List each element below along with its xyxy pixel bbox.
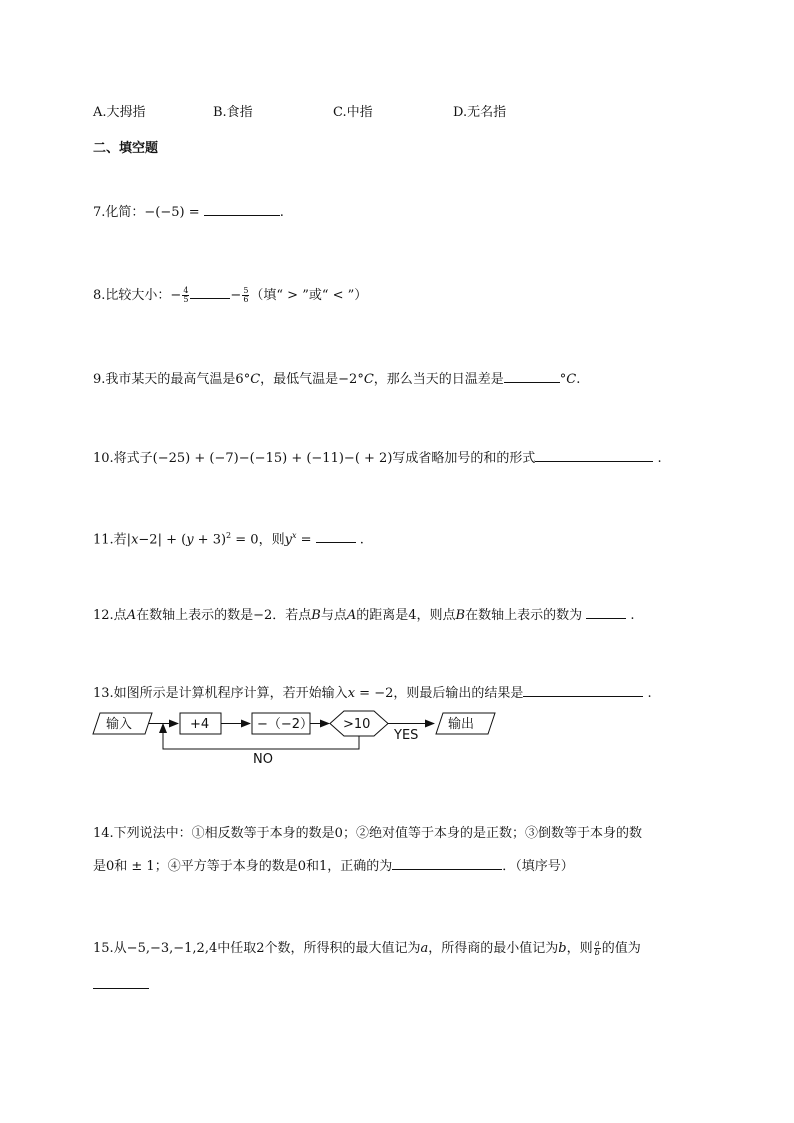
q11-mid3: = 0，则	[231, 532, 285, 548]
q9-unit-1: C	[250, 372, 261, 387]
output-label: 输出	[448, 717, 475, 732]
section-title: 二、填空题	[93, 141, 159, 156]
q9-high: 6	[235, 372, 244, 387]
q9-mid2: ，那么当天的日温差是	[373, 372, 504, 387]
q9-deg-2: °	[357, 372, 364, 387]
q9-prefix: 9.我市某天的最高气温是	[93, 372, 236, 387]
q13-end: .	[647, 686, 652, 701]
q15-fraction	[594, 940, 601, 957]
q11-x: x	[131, 532, 139, 548]
q7-prefix: 7.化简：	[93, 205, 145, 220]
q9-unit-3: C	[566, 372, 577, 387]
q8-frac2-num: 5	[243, 286, 249, 295]
q9-deg-3: °	[559, 372, 567, 387]
q9-mid: ，最低气温是	[260, 372, 339, 387]
q12-point-a: A	[126, 608, 137, 623]
q8-prefix: 8.比较大小：	[93, 288, 171, 303]
q10-end: .	[657, 451, 662, 466]
q7-expr: −(−5) =	[144, 205, 200, 220]
q14-line2-text: 是0和 ± 1；④平方等于本身的数是0和1，正确的为	[93, 859, 393, 874]
option-a: A.大拇指	[93, 105, 146, 120]
q15-frac-num: a	[594, 939, 600, 948]
q11-exponent: 2	[226, 531, 232, 540]
q9-deg-1: °	[243, 372, 251, 387]
add-label: +4	[190, 717, 210, 732]
question-14-line-1: 14.下列说法中：①相反数等于本身的数是0；②绝对值等于本身的是正数；③倒数等于本身的数	[93, 826, 642, 841]
q15-a: a	[420, 941, 429, 956]
q11-mid1: −2| + (	[138, 532, 187, 548]
q11-mid4: =	[296, 532, 316, 548]
question-15	[93, 940, 641, 958]
q11-y: y	[186, 532, 194, 548]
q15-b: b	[558, 941, 567, 956]
q15-p3: ，则	[566, 941, 593, 956]
condition-label: >10	[343, 717, 371, 732]
q15-blank	[93, 976, 149, 989]
q8-frac2-sign: −	[230, 288, 242, 303]
q7-end: .	[279, 205, 284, 220]
q13-p2: = −2，则最后输出的结果是	[355, 686, 524, 701]
option-d: D.无名指	[453, 105, 507, 120]
q12-p3: 与点	[320, 608, 347, 623]
q12-point-b2: B	[455, 608, 466, 623]
q13-x: x	[347, 686, 356, 701]
q12-end: .	[630, 608, 635, 623]
q11-x-power: x	[291, 531, 297, 540]
q10-text: 10.将式子(−25) + (−7)−(−15) + (−11)−( + 2)写成省略加号的和的形式	[93, 451, 536, 466]
q11-y-base: y	[284, 532, 292, 548]
q8-frac1-sign: −	[170, 288, 182, 303]
q15-p4: 的值为	[601, 941, 641, 956]
input-label: 输入	[106, 717, 133, 732]
q9-low: −2	[338, 372, 358, 387]
q15-p1: 15.从−5,−3,−1,2,4中任取2个数，所得积的最大值记为	[93, 941, 421, 956]
q9-end: .	[576, 372, 581, 387]
subtract-label: −（−2）	[257, 717, 314, 732]
q12-p5: 在数轴上表示的数为	[465, 608, 587, 623]
q14-end: ．（填序号）	[502, 859, 574, 874]
q12-p4: 的距离是4，则点	[356, 608, 456, 623]
q8-frac1-den: 5	[183, 295, 189, 304]
q13-p1: 13.如图所示是计算机程序计算，若开始输入	[93, 686, 348, 701]
q8-frac1-num: 4	[183, 286, 189, 295]
q15-answer-line	[93, 976, 149, 995]
q12-point-a2: A	[346, 608, 357, 623]
question-14-line-2	[93, 857, 574, 876]
q11-prefix: 11.若|	[93, 532, 132, 548]
q9-unit-2: C	[363, 372, 374, 387]
q15-p2: ，所得商的最小值记为	[428, 941, 559, 956]
q11-end: .	[359, 532, 364, 548]
q12-p1: 12.点	[93, 608, 127, 623]
q15-frac-den: b	[594, 948, 600, 957]
option-c: C.中指	[333, 105, 373, 120]
no-label: NO	[253, 752, 273, 767]
option-b: B.食指	[213, 105, 253, 120]
q12-point-b: B	[311, 608, 321, 623]
yes-label: YES	[394, 728, 419, 743]
q11-mid2: + 3)	[193, 532, 227, 548]
q8-frac2-den: 6	[243, 295, 249, 304]
q12-p2: 在数轴上表示的数是−2．若点	[136, 608, 312, 623]
q8-suffix: （填“ > ”或“ < ”）	[250, 288, 368, 303]
q14-blank	[392, 857, 502, 870]
